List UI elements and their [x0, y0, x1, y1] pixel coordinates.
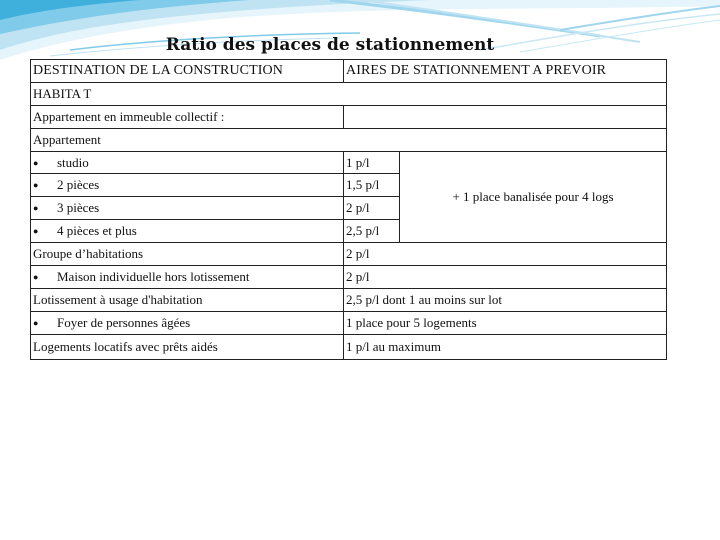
row-label	[31, 174, 344, 197]
bullet-icon: ●	[33, 203, 39, 214]
row-value: 1 p/l	[344, 151, 400, 174]
row-label	[31, 311, 344, 334]
table-row	[31, 243, 667, 266]
foyer-label: Foyer de personnes âgées	[57, 314, 191, 330]
apartment-note: + 1 place banalisée pour 4 logs	[400, 151, 667, 243]
bullet-icon: ●	[33, 157, 39, 168]
section-row-habitat	[31, 82, 667, 105]
row-label	[31, 151, 344, 174]
table-row	[31, 151, 667, 174]
bullet-icon: ●	[33, 226, 39, 237]
row-value: 2 p/l	[344, 266, 667, 289]
header-destination: DESTINATION DE LA CONSTRUCTION	[31, 60, 344, 83]
bullet-icon: ●	[33, 271, 39, 282]
table-row	[31, 105, 667, 128]
section-label-habitat: HABITA T	[31, 82, 667, 105]
table-row	[31, 266, 667, 289]
row-label: Groupe d’habitations	[31, 243, 344, 266]
bullet-icon: ●	[33, 180, 39, 191]
apartment-type: 4 pièces et plus	[57, 223, 137, 239]
bullet-icon: ●	[33, 317, 39, 328]
row-value: 2 p/l	[344, 197, 400, 220]
table-row	[31, 334, 667, 359]
header-aires: AIRES DE STATIONNEMENT A PREVOIR	[344, 60, 667, 83]
page-title: Ratio des places de stationnement	[165, 35, 495, 55]
row-label: Logements locatifs avec prêts aidés	[31, 334, 344, 359]
row-label	[31, 220, 344, 243]
row-value: 2,5 p/l dont 1 au moins sur lot	[344, 288, 667, 311]
apartment-type: 2 pièces	[57, 177, 100, 193]
maison-label: Maison individuelle hors lotissement	[57, 268, 250, 284]
empty-cell	[344, 105, 667, 128]
table-row	[31, 311, 667, 334]
apartment-type: studio	[57, 154, 89, 170]
row-value: 1,5 p/l	[344, 174, 400, 197]
table-row	[31, 288, 667, 311]
row-label	[31, 197, 344, 220]
row-value: 2 p/l	[344, 243, 667, 266]
row-value: 1 p/l au maximum	[344, 334, 667, 359]
table-header-row	[31, 60, 667, 83]
appartement-label: Appartement	[31, 128, 667, 151]
row-value: 1 place pour 5 logements	[344, 311, 667, 334]
row-value: 2,5 p/l	[344, 220, 400, 243]
apartment-type: 3 pièces	[57, 200, 100, 216]
row-label	[31, 266, 344, 289]
collectif-label: Appartement en immeuble collectif :	[31, 105, 344, 128]
table-row	[31, 128, 667, 151]
parking-ratio-table	[30, 59, 667, 360]
row-label: Lotissement à usage d'habitation	[31, 288, 344, 311]
